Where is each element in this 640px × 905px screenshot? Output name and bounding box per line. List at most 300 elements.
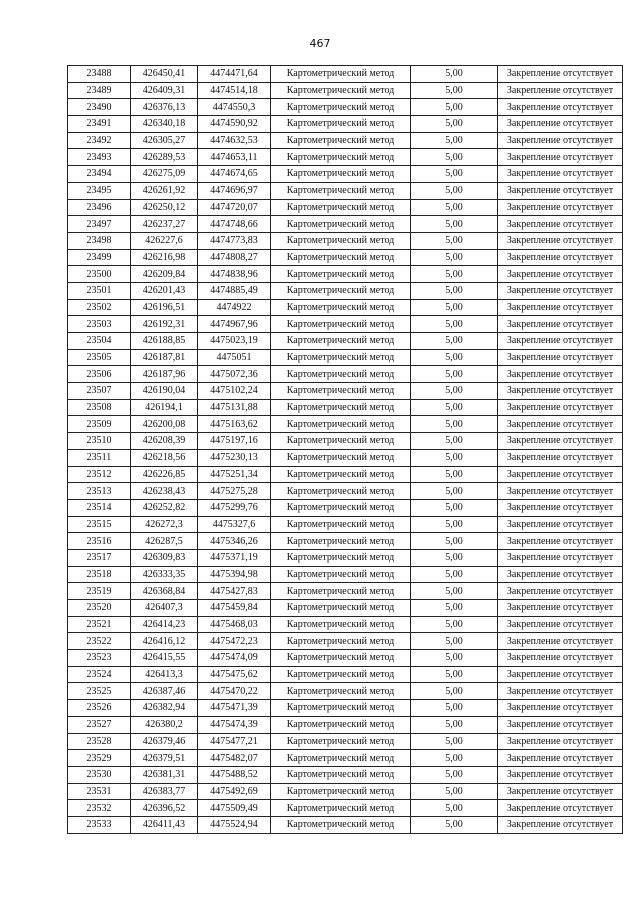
table-row xyxy=(68,366,623,383)
page-number: 467 xyxy=(309,37,331,50)
y-coordinate-cell: 4475459,84 xyxy=(198,600,271,617)
table-row xyxy=(68,733,623,750)
table-row xyxy=(68,149,623,166)
x-coordinate-cell: 426416,12 xyxy=(131,633,198,650)
y-coordinate-cell: 4475163,62 xyxy=(198,416,271,433)
method-cell: Картометрический метод xyxy=(271,600,411,617)
method-cell: Картометрический метод xyxy=(271,333,411,350)
point-number-cell: 23491 xyxy=(68,116,131,133)
x-coordinate-cell: 426305,27 xyxy=(131,132,198,149)
y-coordinate-cell: 4475472,23 xyxy=(198,633,271,650)
point-number-cell: 23512 xyxy=(68,466,131,483)
point-number-cell: 23521 xyxy=(68,616,131,633)
fixing-cell: Закрепление отсутствует xyxy=(498,116,623,133)
table-row xyxy=(68,316,623,333)
x-coordinate-cell: 426289,53 xyxy=(131,149,198,166)
method-cell: Картометрический метод xyxy=(271,516,411,533)
accuracy-cell: 5,00 xyxy=(411,516,498,533)
method-cell: Картометрический метод xyxy=(271,549,411,566)
method-cell: Картометрический метод xyxy=(271,249,411,266)
table-row xyxy=(68,449,623,466)
y-coordinate-cell: 4475474,39 xyxy=(198,716,271,733)
y-coordinate-cell: 4475394,98 xyxy=(198,566,271,583)
x-coordinate-cell: 426192,31 xyxy=(131,316,198,333)
y-coordinate-cell: 4474632,53 xyxy=(198,132,271,149)
accuracy-cell: 5,00 xyxy=(411,650,498,667)
x-coordinate-cell: 426380,2 xyxy=(131,716,198,733)
y-coordinate-cell: 4475197,16 xyxy=(198,433,271,450)
accuracy-cell: 5,00 xyxy=(411,499,498,516)
method-cell: Картометрический метод xyxy=(271,483,411,500)
accuracy-cell: 5,00 xyxy=(411,316,498,333)
y-coordinate-cell: 4474514,18 xyxy=(198,82,271,99)
fixing-cell: Закрепление отсутствует xyxy=(498,449,623,466)
fixing-cell: Закрепление отсутствует xyxy=(498,566,623,583)
fixing-cell: Закрепление отсутствует xyxy=(498,316,623,333)
x-coordinate-cell: 426381,31 xyxy=(131,766,198,783)
method-cell: Картометрический метод xyxy=(271,266,411,283)
table-row xyxy=(68,299,623,316)
point-number-cell: 23498 xyxy=(68,232,131,249)
y-coordinate-cell: 4474720,07 xyxy=(198,199,271,216)
y-coordinate-cell: 4475475,62 xyxy=(198,666,271,683)
method-cell: Картометрический метод xyxy=(271,533,411,550)
table-row xyxy=(68,533,623,550)
method-cell: Картометрический метод xyxy=(271,499,411,516)
fixing-cell: Закрепление отсутствует xyxy=(498,516,623,533)
point-number-cell: 23513 xyxy=(68,483,131,500)
accuracy-cell: 5,00 xyxy=(411,249,498,266)
x-coordinate-cell: 426238,43 xyxy=(131,483,198,500)
fixing-cell: Закрепление отсутствует xyxy=(498,766,623,783)
point-number-cell: 23531 xyxy=(68,783,131,800)
fixing-cell: Закрепление отсутствует xyxy=(498,433,623,450)
x-coordinate-cell: 426218,56 xyxy=(131,449,198,466)
point-number-cell: 23494 xyxy=(68,166,131,183)
point-number-cell: 23500 xyxy=(68,266,131,283)
fixing-cell: Закрепление отсутствует xyxy=(498,499,623,516)
method-cell: Картометрический метод xyxy=(271,583,411,600)
y-coordinate-cell: 4474838,96 xyxy=(198,266,271,283)
y-coordinate-cell: 4475251,34 xyxy=(198,466,271,483)
point-number-cell: 23516 xyxy=(68,533,131,550)
table-row xyxy=(68,249,623,266)
method-cell: Картометрический метод xyxy=(271,82,411,99)
table-row xyxy=(68,566,623,583)
point-number-cell: 23496 xyxy=(68,199,131,216)
fixing-cell: Закрепление отсутствует xyxy=(498,99,623,116)
method-cell: Картометрический метод xyxy=(271,116,411,133)
fixing-cell: Закрепление отсутствует xyxy=(498,416,623,433)
fixing-cell: Закрепление отсутствует xyxy=(498,149,623,166)
method-cell: Картометрический метод xyxy=(271,783,411,800)
accuracy-cell: 5,00 xyxy=(411,232,498,249)
point-number-cell: 23504 xyxy=(68,333,131,350)
method-cell: Картометрический метод xyxy=(271,399,411,416)
point-number-cell: 23529 xyxy=(68,750,131,767)
point-number-cell: 23493 xyxy=(68,149,131,166)
method-cell: Картометрический метод xyxy=(271,433,411,450)
accuracy-cell: 5,00 xyxy=(411,66,498,83)
point-number-cell: 23525 xyxy=(68,683,131,700)
table-row xyxy=(68,750,623,767)
method-cell: Картометрический метод xyxy=(271,633,411,650)
point-number-cell: 23518 xyxy=(68,566,131,583)
table-row xyxy=(68,282,623,299)
table-row xyxy=(68,349,623,366)
x-coordinate-cell: 426188,85 xyxy=(131,333,198,350)
accuracy-cell: 5,00 xyxy=(411,466,498,483)
table-row xyxy=(68,199,623,216)
point-number-cell: 23503 xyxy=(68,316,131,333)
x-coordinate-cell: 426275,09 xyxy=(131,166,198,183)
x-coordinate-cell: 426272,3 xyxy=(131,516,198,533)
table-row xyxy=(68,383,623,400)
method-cell: Картометрический метод xyxy=(271,349,411,366)
x-coordinate-cell: 426216,98 xyxy=(131,249,198,266)
method-cell: Картометрический метод xyxy=(271,316,411,333)
point-number-cell: 23488 xyxy=(68,66,131,83)
accuracy-cell: 5,00 xyxy=(411,733,498,750)
method-cell: Картометрический метод xyxy=(271,66,411,83)
y-coordinate-cell: 4475470,22 xyxy=(198,683,271,700)
y-coordinate-cell: 4474967,96 xyxy=(198,316,271,333)
table-row xyxy=(68,333,623,350)
fixing-cell: Закрепление отсутствует xyxy=(498,366,623,383)
accuracy-cell: 5,00 xyxy=(411,700,498,717)
x-coordinate-cell: 426209,84 xyxy=(131,266,198,283)
fixing-cell: Закрепление отсутствует xyxy=(498,600,623,617)
method-cell: Картометрический метод xyxy=(271,566,411,583)
method-cell: Картометрический метод xyxy=(271,232,411,249)
y-coordinate-cell: 4475371,19 xyxy=(198,549,271,566)
accuracy-cell: 5,00 xyxy=(411,766,498,783)
accuracy-cell: 5,00 xyxy=(411,132,498,149)
method-cell: Картометрический метод xyxy=(271,683,411,700)
accuracy-cell: 5,00 xyxy=(411,633,498,650)
table-row xyxy=(68,716,623,733)
point-number-cell: 23526 xyxy=(68,700,131,717)
table-row xyxy=(68,666,623,683)
method-cell: Картометрический метод xyxy=(271,383,411,400)
table-row xyxy=(68,483,623,500)
x-coordinate-cell: 426379,51 xyxy=(131,750,198,767)
method-cell: Картометрический метод xyxy=(271,716,411,733)
fixing-cell: Закрепление отсутствует xyxy=(498,800,623,817)
table-row xyxy=(68,600,623,617)
method-cell: Картометрический метод xyxy=(271,299,411,316)
accuracy-cell: 5,00 xyxy=(411,366,498,383)
table-row xyxy=(68,132,623,149)
y-coordinate-cell: 4475477,21 xyxy=(198,733,271,750)
table-row xyxy=(68,466,623,483)
x-coordinate-cell: 426187,96 xyxy=(131,366,198,383)
fixing-cell: Закрепление отсутствует xyxy=(498,733,623,750)
x-coordinate-cell: 426409,31 xyxy=(131,82,198,99)
point-number-cell: 23509 xyxy=(68,416,131,433)
table-row xyxy=(68,616,623,633)
method-cell: Картометрический метод xyxy=(271,700,411,717)
table-row xyxy=(68,583,623,600)
method-cell: Картометрический метод xyxy=(271,650,411,667)
y-coordinate-cell: 4474922 xyxy=(198,299,271,316)
accuracy-cell: 5,00 xyxy=(411,99,498,116)
x-coordinate-cell: 426340,18 xyxy=(131,116,198,133)
y-coordinate-cell: 4475230,13 xyxy=(198,449,271,466)
y-coordinate-cell: 4475131,88 xyxy=(198,399,271,416)
fixing-cell: Закрепление отсутствует xyxy=(498,816,623,833)
accuracy-cell: 5,00 xyxy=(411,166,498,183)
y-coordinate-cell: 4475482,07 xyxy=(198,750,271,767)
fixing-cell: Закрепление отсутствует xyxy=(498,82,623,99)
x-coordinate-cell: 426252,82 xyxy=(131,499,198,516)
accuracy-cell: 5,00 xyxy=(411,299,498,316)
point-number-cell: 23499 xyxy=(68,249,131,266)
y-coordinate-cell: 4475023,19 xyxy=(198,333,271,350)
point-number-cell: 23514 xyxy=(68,499,131,516)
accuracy-cell: 5,00 xyxy=(411,333,498,350)
accuracy-cell: 5,00 xyxy=(411,600,498,617)
y-coordinate-cell: 4474674,65 xyxy=(198,166,271,183)
method-cell: Картометрический метод xyxy=(271,766,411,783)
method-cell: Картометрический метод xyxy=(271,149,411,166)
point-number-cell: 23524 xyxy=(68,666,131,683)
x-coordinate-cell: 426414,23 xyxy=(131,616,198,633)
y-coordinate-cell: 4475492,69 xyxy=(198,783,271,800)
y-coordinate-cell: 4475471,39 xyxy=(198,700,271,717)
fixing-cell: Закрепление отсутствует xyxy=(498,750,623,767)
accuracy-cell: 5,00 xyxy=(411,816,498,833)
table-row xyxy=(68,99,623,116)
fixing-cell: Закрепление отсутствует xyxy=(498,533,623,550)
y-coordinate-cell: 4475299,76 xyxy=(198,499,271,516)
method-cell: Картометрический метод xyxy=(271,750,411,767)
y-coordinate-cell: 4474885,49 xyxy=(198,282,271,299)
fixing-cell: Закрепление отсутствует xyxy=(498,182,623,199)
table-row xyxy=(68,516,623,533)
point-number-cell: 23511 xyxy=(68,449,131,466)
table-row xyxy=(68,416,623,433)
fixing-cell: Закрепление отсутствует xyxy=(498,683,623,700)
table-row xyxy=(68,650,623,667)
point-number-cell: 23522 xyxy=(68,633,131,650)
accuracy-cell: 5,00 xyxy=(411,182,498,199)
accuracy-cell: 5,00 xyxy=(411,483,498,500)
table-row xyxy=(68,182,623,199)
x-coordinate-cell: 426383,77 xyxy=(131,783,198,800)
x-coordinate-cell: 426250,12 xyxy=(131,199,198,216)
table-row xyxy=(68,266,623,283)
method-cell: Картометрический метод xyxy=(271,733,411,750)
fixing-cell: Закрепление отсутствует xyxy=(498,282,623,299)
x-coordinate-cell: 426187,81 xyxy=(131,349,198,366)
accuracy-cell: 5,00 xyxy=(411,566,498,583)
table-row xyxy=(68,116,623,133)
fixing-cell: Закрепление отсутствует xyxy=(498,583,623,600)
accuracy-cell: 5,00 xyxy=(411,116,498,133)
x-coordinate-cell: 426196,51 xyxy=(131,299,198,316)
point-number-cell: 23502 xyxy=(68,299,131,316)
y-coordinate-cell: 4475427,83 xyxy=(198,583,271,600)
x-coordinate-cell: 426387,46 xyxy=(131,683,198,700)
y-coordinate-cell: 4474808,27 xyxy=(198,249,271,266)
table-row xyxy=(68,399,623,416)
y-coordinate-cell: 4474748,66 xyxy=(198,216,271,233)
fixing-cell: Закрепление отсутствует xyxy=(498,633,623,650)
coordinates-table xyxy=(67,65,623,834)
method-cell: Картометрический метод xyxy=(271,416,411,433)
accuracy-cell: 5,00 xyxy=(411,549,498,566)
y-coordinate-cell: 4475327,6 xyxy=(198,516,271,533)
x-coordinate-cell: 426194,1 xyxy=(131,399,198,416)
y-coordinate-cell: 4474773,83 xyxy=(198,232,271,249)
point-number-cell: 23497 xyxy=(68,216,131,233)
point-number-cell: 23507 xyxy=(68,383,131,400)
fixing-cell: Закрепление отсутствует xyxy=(498,66,623,83)
method-cell: Картометрический метод xyxy=(271,282,411,299)
x-coordinate-cell: 426201,43 xyxy=(131,282,198,299)
x-coordinate-cell: 426190,04 xyxy=(131,383,198,400)
method-cell: Картометрический метод xyxy=(271,182,411,199)
accuracy-cell: 5,00 xyxy=(411,399,498,416)
accuracy-cell: 5,00 xyxy=(411,282,498,299)
point-number-cell: 23501 xyxy=(68,282,131,299)
x-coordinate-cell: 426413,3 xyxy=(131,666,198,683)
table-row xyxy=(68,216,623,233)
method-cell: Картометрический метод xyxy=(271,616,411,633)
point-number-cell: 23517 xyxy=(68,549,131,566)
y-coordinate-cell: 4475102,24 xyxy=(198,383,271,400)
table-row xyxy=(68,166,623,183)
y-coordinate-cell: 4474653,11 xyxy=(198,149,271,166)
fixing-cell: Закрепление отсутствует xyxy=(498,249,623,266)
y-coordinate-cell: 4474696,97 xyxy=(198,182,271,199)
fixing-cell: Закрепление отсутствует xyxy=(498,299,623,316)
fixing-cell: Закрепление отсутствует xyxy=(498,483,623,500)
point-number-cell: 23523 xyxy=(68,650,131,667)
point-number-cell: 23506 xyxy=(68,366,131,383)
point-number-cell: 23510 xyxy=(68,433,131,450)
method-cell: Картометрический метод xyxy=(271,449,411,466)
fixing-cell: Закрепление отсутствует xyxy=(498,166,623,183)
x-coordinate-cell: 426415,55 xyxy=(131,650,198,667)
point-number-cell: 23528 xyxy=(68,733,131,750)
table-row xyxy=(68,82,623,99)
point-number-cell: 23530 xyxy=(68,766,131,783)
table-row xyxy=(68,800,623,817)
table-row xyxy=(68,700,623,717)
y-coordinate-cell: 4475474,09 xyxy=(198,650,271,667)
table-row xyxy=(68,232,623,249)
fixing-cell: Закрепление отсутствует xyxy=(498,716,623,733)
fixing-cell: Закрепление отсутствует xyxy=(498,232,623,249)
accuracy-cell: 5,00 xyxy=(411,199,498,216)
accuracy-cell: 5,00 xyxy=(411,616,498,633)
x-coordinate-cell: 426309,83 xyxy=(131,549,198,566)
accuracy-cell: 5,00 xyxy=(411,683,498,700)
x-coordinate-cell: 426411,43 xyxy=(131,816,198,833)
point-number-cell: 23495 xyxy=(68,182,131,199)
x-coordinate-cell: 426227,6 xyxy=(131,232,198,249)
method-cell: Картометрический метод xyxy=(271,199,411,216)
x-coordinate-cell: 426287,5 xyxy=(131,533,198,550)
method-cell: Картометрический метод xyxy=(271,366,411,383)
method-cell: Картометрический метод xyxy=(271,132,411,149)
accuracy-cell: 5,00 xyxy=(411,433,498,450)
y-coordinate-cell: 4475346,26 xyxy=(198,533,271,550)
table-row xyxy=(68,66,623,83)
method-cell: Картометрический метод xyxy=(271,99,411,116)
y-coordinate-cell: 4475524,94 xyxy=(198,816,271,833)
method-cell: Картометрический метод xyxy=(271,166,411,183)
point-number-cell: 23515 xyxy=(68,516,131,533)
method-cell: Картометрический метод xyxy=(271,816,411,833)
x-coordinate-cell: 426200,08 xyxy=(131,416,198,433)
fixing-cell: Закрепление отсутствует xyxy=(498,266,623,283)
table-row xyxy=(68,683,623,700)
method-cell: Картометрический метод xyxy=(271,666,411,683)
table-row xyxy=(68,499,623,516)
x-coordinate-cell: 426396,52 xyxy=(131,800,198,817)
table-row xyxy=(68,783,623,800)
method-cell: Картометрический метод xyxy=(271,216,411,233)
x-coordinate-cell: 426450,41 xyxy=(131,66,198,83)
y-coordinate-cell: 4475488,52 xyxy=(198,766,271,783)
y-coordinate-cell: 4474471,64 xyxy=(198,66,271,83)
table-row xyxy=(68,816,623,833)
table-row xyxy=(68,766,623,783)
accuracy-cell: 5,00 xyxy=(411,82,498,99)
fixing-cell: Закрепление отсутствует xyxy=(498,399,623,416)
method-cell: Картометрический метод xyxy=(271,800,411,817)
fixing-cell: Закрепление отсутствует xyxy=(498,349,623,366)
coordinates-table-body xyxy=(68,66,623,834)
x-coordinate-cell: 426237,27 xyxy=(131,216,198,233)
accuracy-cell: 5,00 xyxy=(411,349,498,366)
point-number-cell: 23508 xyxy=(68,399,131,416)
y-coordinate-cell: 4475509,49 xyxy=(198,800,271,817)
accuracy-cell: 5,00 xyxy=(411,266,498,283)
fixing-cell: Закрепление отсутствует xyxy=(498,216,623,233)
accuracy-cell: 5,00 xyxy=(411,666,498,683)
fixing-cell: Закрепление отсутствует xyxy=(498,333,623,350)
x-coordinate-cell: 426407,3 xyxy=(131,600,198,617)
accuracy-cell: 5,00 xyxy=(411,416,498,433)
fixing-cell: Закрепление отсутствует xyxy=(498,666,623,683)
accuracy-cell: 5,00 xyxy=(411,216,498,233)
x-coordinate-cell: 426333,35 xyxy=(131,566,198,583)
accuracy-cell: 5,00 xyxy=(411,800,498,817)
fixing-cell: Закрепление отсутствует xyxy=(498,616,623,633)
point-number-cell: 23532 xyxy=(68,800,131,817)
accuracy-cell: 5,00 xyxy=(411,750,498,767)
x-coordinate-cell: 426208,39 xyxy=(131,433,198,450)
point-number-cell: 23520 xyxy=(68,600,131,617)
accuracy-cell: 5,00 xyxy=(411,583,498,600)
accuracy-cell: 5,00 xyxy=(411,783,498,800)
accuracy-cell: 5,00 xyxy=(411,716,498,733)
y-coordinate-cell: 4475275,28 xyxy=(198,483,271,500)
x-coordinate-cell: 426376,13 xyxy=(131,99,198,116)
accuracy-cell: 5,00 xyxy=(411,149,498,166)
table-row xyxy=(68,633,623,650)
x-coordinate-cell: 426368,84 xyxy=(131,583,198,600)
y-coordinate-cell: 4475072,36 xyxy=(198,366,271,383)
accuracy-cell: 5,00 xyxy=(411,449,498,466)
point-number-cell: 23490 xyxy=(68,99,131,116)
table-row xyxy=(68,549,623,566)
fixing-cell: Закрепление отсутствует xyxy=(498,132,623,149)
